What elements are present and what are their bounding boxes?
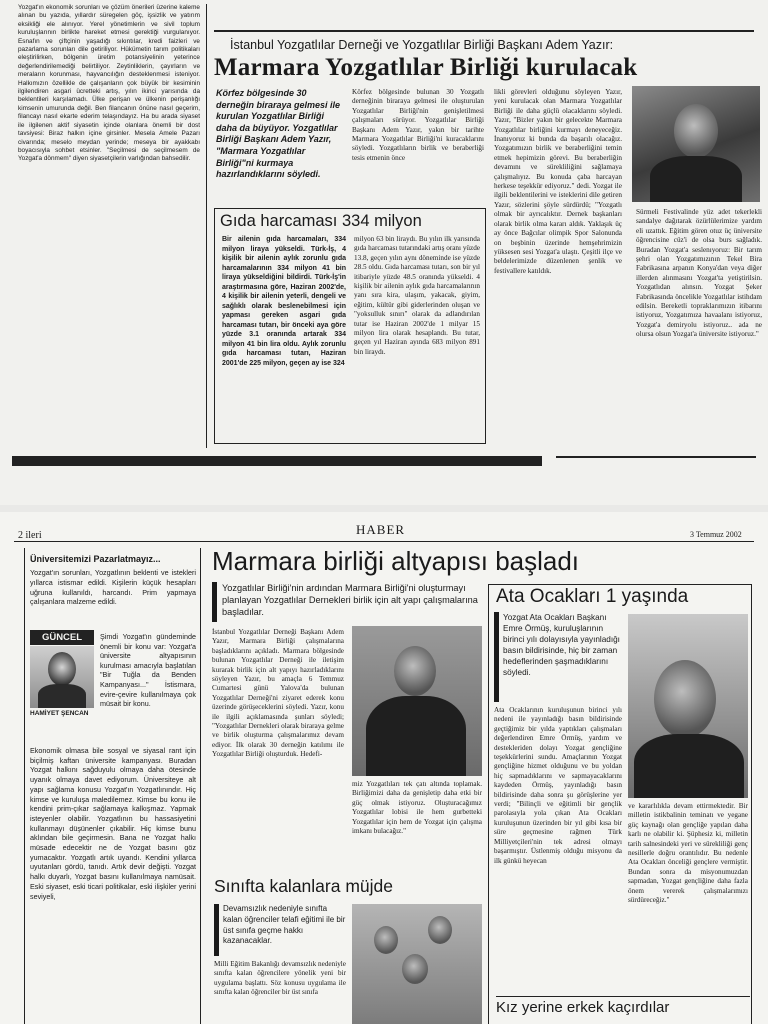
guncel-label: GÜNCEL bbox=[30, 630, 94, 645]
column-side-text: Şimdi Yozgat'ın gündeminde önemli bir konu var: Yozgat'a üniversite altyapısının kurulması amacıyla başlatılan "Bir Tuğla da Benden Kampanyası..." İstismara, evire-çevire kullanılmaya çok müsait bir konu. bbox=[100, 632, 196, 709]
top-supertitle: İstanbul Yozgatlılar Derneği ve Yozgatlılar Birliği Başkanı Adem Yazır: bbox=[230, 38, 614, 52]
sinif-photo bbox=[352, 904, 482, 1024]
issue-date: 3 Temmuz 2002 bbox=[690, 530, 742, 539]
yazir-photo bbox=[352, 626, 482, 776]
top-left-column: Yozgat'ın ekonomik sorunları ve çözüm önerileri üzerine kaleme alınan bu yazıda, yıllardır süregelen göç, işsizlik ve yatırım eksikliği ele alınıyor. Yerel yönetimlerin ve sivil toplum kuruluşlarının birlikte hareket etmesi gerektiği vurgulanıyor. Esnafın ve çiftçinin yaşadığı sıkıntılar, kredi faizleri ve pazarlama sorunları dile getiriliyor. Hükümetin tarım politikaları eleştirilirken, bölgenin üretim potansiyelinin yeterince değerlendirilemediği belirtiliyor. Zeytinliklerin, çayırların ve meraların korunması, hayvancılığın desteklenmesi isteniyor. Halkımızın özellikle de çalışanların çok büyük bir kesiminin ilgilendiren asgari ücretteki artış, yılın ikinci yarısında da beklentileri karşılamadı. Ülke perişan ve ülkenin perişanlığı kimsenin umurunda değil. Ben filancanın önüne nasıl geçerim, filancayı nasıl ekarte ederim telaşındayız. Ha bu arada siyaset ile ilgilenen aktif siyasetin içinde olanlara önemli bir dost tavsiyesi: Biraz halkın içine girsinler. Mesela Amele Pazarı civarında; meselo meydan yerinde; meseya bir ayakkabı boyacısıyla sohbet etsinler. "Seçilmesi de seçilmesem de Yozgat'a dönmem" diyen siyasetçilerin varlığından bahsedilir. bbox=[18, 4, 200, 163]
ata-lead: Yozgat Ata Ocakları Başkanı Emre Örmüş, kuruluşlarının birinci yılı dolayısıyla yayınladığı basın bildirisinde, hiç bir zaman hedeflerinden şaşmadıklarını söyledi. bbox=[503, 613, 620, 677]
top-bottom-rule bbox=[12, 456, 542, 466]
main-lead: Yozgatlılar Birliği'nin ardından Marmara Birliği'ni oluşturmayı planlayan Yozgatlılar Dernekleri birlik için alt yapı çalışmalarına başladılar. bbox=[222, 583, 478, 618]
author-photo bbox=[30, 646, 94, 708]
ormus-photo bbox=[628, 614, 748, 798]
column-intro: Yozgat'ın sorunları, Yozgatlının beklenti ve istekleri yıllarca istismar edildi. Kişilerin küçük hesapları uğruna kullanıldı, harcandı. Prim yapmaya çalışanlara malzeme edildi. bbox=[30, 568, 196, 607]
top-col2: likli görevleri olduğunu söyleyen Yazır, yeni kurulacak olan Marmara Yozgatlılar Birliği ile daha güçlü olacaklarını söyledi. Yazır, "Bizler yakın bir gelecekte Marmara Yozgatlılar birliğini kurmayı deneyeceğiz. İnanıyoruz ki bunda da başarılı olacağız. Yozgatımızın birlik ve beraberliğini temin etmek hepimizin görevi. Bu beraberliğin devamını ve sürekliliğini sağlamaya çalışmalıyız. Bu konuda çaba harcayan herkese teşekkür ediyoruz." dedi. Yozgat ile ilgili beklentilerini ve isteklerini dile getiren Yazır, sözlerini şöyle sürdürdü; "Yozgatlı olmak bir ayrıcalıktır. Dernek başkanları olarak birlik olma kararı aldık. Yaklaşık üç ay önce Bağcılar olimpik Spor Salonunda on beşbinin üzerinde hemşehrimizin yüksesen sesi Yozgat'a ulaştı. Çeşitli ilçe ve beldelerimizde düzenlenen şenlik ve festivallere katıldık. bbox=[494, 88, 622, 275]
ata-text-2: ve kararlılıkla devam ettirmektedir. Bir milletin istikbalinin teminatı ve yegane güç kaynağı olan gençliğe yapılan daha karlı ne olabilir ki. Şüphesiz ki, milletin tarih salnesindeki yeri ve sürekliliği genç nesillerle doğru orantılıdır. Bu nedenle Ata Ocakları önceliği gençlere vermiştir. Bundan sonra da misyonumuzdan sapmadan, Yozgat gençliğine daha fazla önem vererek çalışmalarımızı sürdüreceğiz." bbox=[628, 802, 748, 905]
main-headline: Marmara birliği altyapısı başladı bbox=[212, 546, 580, 576]
column-body: Ekonomik olmasa bile sosyal ve siyasal rant için biçilmiş kaftan üniversite kampanyası. Buradan Yozgat halkını sağduyulu olmaya daha ötesinde uyanık olmaya davet ediyorum. Üniversiteye alt yapı sağlama konusu Yozgat'ın Yozgatlınındır. Hiç kimse ve kuruluşa maledilemez. Kimse bu konu ile kendini prim-çıkar sağlamaya kalkışmaz. Yapmak isteyenler olabilir. Yozgatlının bu hassasiyetini kullanmayı düşünenler çıkabilir. Hiç kimse bunu aklından bile geçirmesin. Bana ne Yozgat halkı müsade edecektir ne de Yozgat basını göz yumacaktır. Yozgatlı artık uyandı. Kendini yıllarca uyutanları gördü, tanıdı. Artık devir değişti. Yozgat halkı duyarlı, Yozgat basını kullanılmaya namüsait. Eski siyaset, eski ticari politikalar, eski ilişkiler yerini seviyeli, bbox=[30, 746, 196, 901]
author-name: HAMİYET ŞENCAN bbox=[30, 710, 89, 717]
sinif-title: Sınıfta kalanlara müjde bbox=[214, 876, 393, 896]
sinif-lead-box bbox=[214, 904, 346, 956]
column-title: Üniversitemizi Pazarlatmayız... bbox=[30, 554, 161, 564]
top-col1: Körfez bölgesinde bulunan 30 Yozgatlı derneğinin biraraya gelmesi ile oluşturulan Yozgatlılar Birliği'nin genişletilmesi çalışmaları sürüyor. Yozgatlılar Birliği Başkanı Adem Yazır, yakın bir tarihte Marmara Yozgatlılar Birliği'ni kuracaklarını söyledi. Yozgatlıların birlik ve beraberliği tesis etmenin önce bbox=[352, 88, 484, 162]
top-frame-top bbox=[214, 30, 754, 32]
top-col3: Sürmeli Festivalinde yüz adet tekerlekli sandalye dağıtarak özürlülerimize yardım eli uzattık. Eğitim gören otuz üç üniversite öğrencisine cüz'i de olsa burs sağladık. Buradan Yozgat'a seslenıyoruz: Bir tarım şehri olan Yozgatımızının Tekel Bira Fabrikasına arpanın Konya'dan veya diğer illerden alınmasını Yozgat'ta yetiştirilsin. Yozgatlıdan alınsın. Yozgat Şeker Fabrikasında öncelikle Yozgatlılar istihdam edilsin. Bereketli topraklarımızın itibarını istiyoruz, Yozgatımıza havaalanı istiyoruz, Yozgat'a demiryolu istiyoruz.. ada ne olursa olsun Yozgat'a üniversite istiyoruz." bbox=[636, 208, 762, 339]
top-portrait-photo bbox=[632, 86, 760, 202]
kiz-title: Kız yerine erkek kaçırdılar bbox=[496, 996, 750, 1016]
food-title: Gıda harcaması 334 milyon bbox=[220, 212, 422, 230]
masthead-rule bbox=[14, 541, 754, 542]
top-bottom-rule-right bbox=[556, 456, 756, 458]
ata-title: Ata Ocakları 1 yaşında bbox=[496, 586, 689, 607]
top-lead: Körfez bölgesinde 30 derneğin biraraya gelmesi ile kurulan Yozgatlılar Birliği daha da büyüyor. Yozgatlılar Birliği Başkanı Adem Yazır, "Marmara Yozgatlılar Birliği"ni kurmaya hazırlandıklarını söyledi. bbox=[216, 88, 341, 180]
photo-caption: miz Yozgatlıları tek çatı altında toplamak. Birliğimizi daha da genişletip daha etki bir güç olmak istiyoruz. Oluşturacağımız Yozgatlılar lobisi ile hem gurbetteki Yozgatlılar için hem de Yozgat için çalışma imkanı bulacağız." bbox=[352, 780, 482, 836]
food-col1: Bir ailenin gıda harcamaları, 334 milyon liraya yükseldi. Türk-İş, 4 kişilik bir ailenin aylık zorunlu gıda harcamalarının 334 milyon 41 bin liraya yükseldiğini bildirdi. Türk-İş'in araştırmasına göre, Haziran 2002'de, 4 kişilik bir ailenin yeterli, dengeli ve sağlıklı olarak beslenebilmesi için yapması gereken asgari gıda harcaması tutarı, bir önceki aya göre yüzde 3.1 oranında artarak 334 milyon 41 bin lira oldu. Aylık zorunlu gıda harcaması tutarı, Haziran 2001'de 225 milyon, geçen ay ise 324 bbox=[222, 236, 346, 367]
ata-lead-box bbox=[494, 612, 620, 702]
page-number: 2 ileri bbox=[18, 530, 42, 541]
main-text: İstanbul Yozgatlılar Derneği Başkanı Adem Yazır, Marmara Birliği çalışmalarına başladıklarını açıkladı. Marmara bölgesinde bulunan Yozgatlılar Derneği ile iletişim kurarak birlik için alt yapıyı hazırladıklarını söyleyen Yazır, bu amaçla 6 Temmuz Cumartesi günü Yalova'da bulunan Yozgatlılar Derneği'ni ziyaret ederek konu üzerinde görüşeceklerini söyledi. Yazır, konu ile ilgili açıklamasında şunları söyledi; "Yozgatlılar Dernekleri olarak biraraya gelme ve birlik oluşturma çalışmalarımız devam ediyor. İlk olarak 30 derneğin katılımı ile Yozgatlılar Birliği oluşturduk. Hedefi- bbox=[212, 628, 344, 759]
top-column-divider bbox=[206, 4, 207, 448]
main-lead-box bbox=[212, 582, 482, 622]
sinif-text: Milli Eğitim Bakanlığı devamsızlık nedeniyle sınıfta kalan öğrencilere yönelik yeni bir uygulama başlattı. Söz konusu uygulama ile sınıfta kalan öğrenciler bir üst sınıfa bbox=[214, 960, 346, 997]
food-col2: milyon 63 bin liraydı. Bu yılın ilk yarısında gıda harcaması tutarındaki artış oranı yüzde 13.8, geçen yılın aynı döneminde ise yüzde 28.5 oldu. Gıda harcaması tutarı, son bir yıl itibariyle yüzde 48.5 oranında yükseldi. 4 kişilik bir ailenin aylık gıda harcamalarının yanı sıra kira, ulaşım, yakacak, giyim, eğitim, kültür gibi giderlerinden oluşan ve "yoksulluk sınırı" olarak da adlandırılan tutar ise Haziran 2002'de 1 milyar 15 milyon lira olarak hesaplandı. Bu tutar, geçen yıl Haziran ayında 683 milyon 891 bin liraydı. bbox=[354, 235, 480, 356]
ata-text: Ata Ocaklarının kuruluşunun birinci yılı nedeni ile yayınladığı basın bildirisinde geçtiğimiz bir yılda yaptıkları çalışmaları değerlendiren Emre Örmüş, yardım ve destekleriden dolayı Yozgat gençliğine teşekkürlerini sundu. Amaçlarının Yozgat gençliğine hizmet olduğunu ve bu yoldan hiç sapmadıklarını ve sapmayacaklarını kaydeden Örmüş, yayınladığı basın bildirisinde daha sonra şu görüşlerine yer verdi; "Bilinçli ve eğitimli bir gençlik parolasıyla yola çıkan Ata Ocakları kuruluşunun üzerinden bir yıl gibi kısa bir süre geçmesine rağmen Türk Milliyetçileri'nin tek adresi olmayı başarmıştır. Üstlenmiş olduğu misyonu da ilk günkü heyecan bbox=[494, 706, 622, 865]
sinif-lead: Devamsızlık nedeniyle sınıfta kalan öğrenciler telafi eğitimi ile bir üst sınıfa geçme hakkı kazanacaklar. bbox=[223, 904, 346, 946]
masthead: HABER bbox=[356, 522, 406, 537]
top-headline: Marmara Yozgatlılar Birliği kurulacak bbox=[214, 54, 638, 81]
column-frame-right bbox=[200, 548, 201, 1024]
column-frame-left bbox=[24, 548, 25, 1024]
